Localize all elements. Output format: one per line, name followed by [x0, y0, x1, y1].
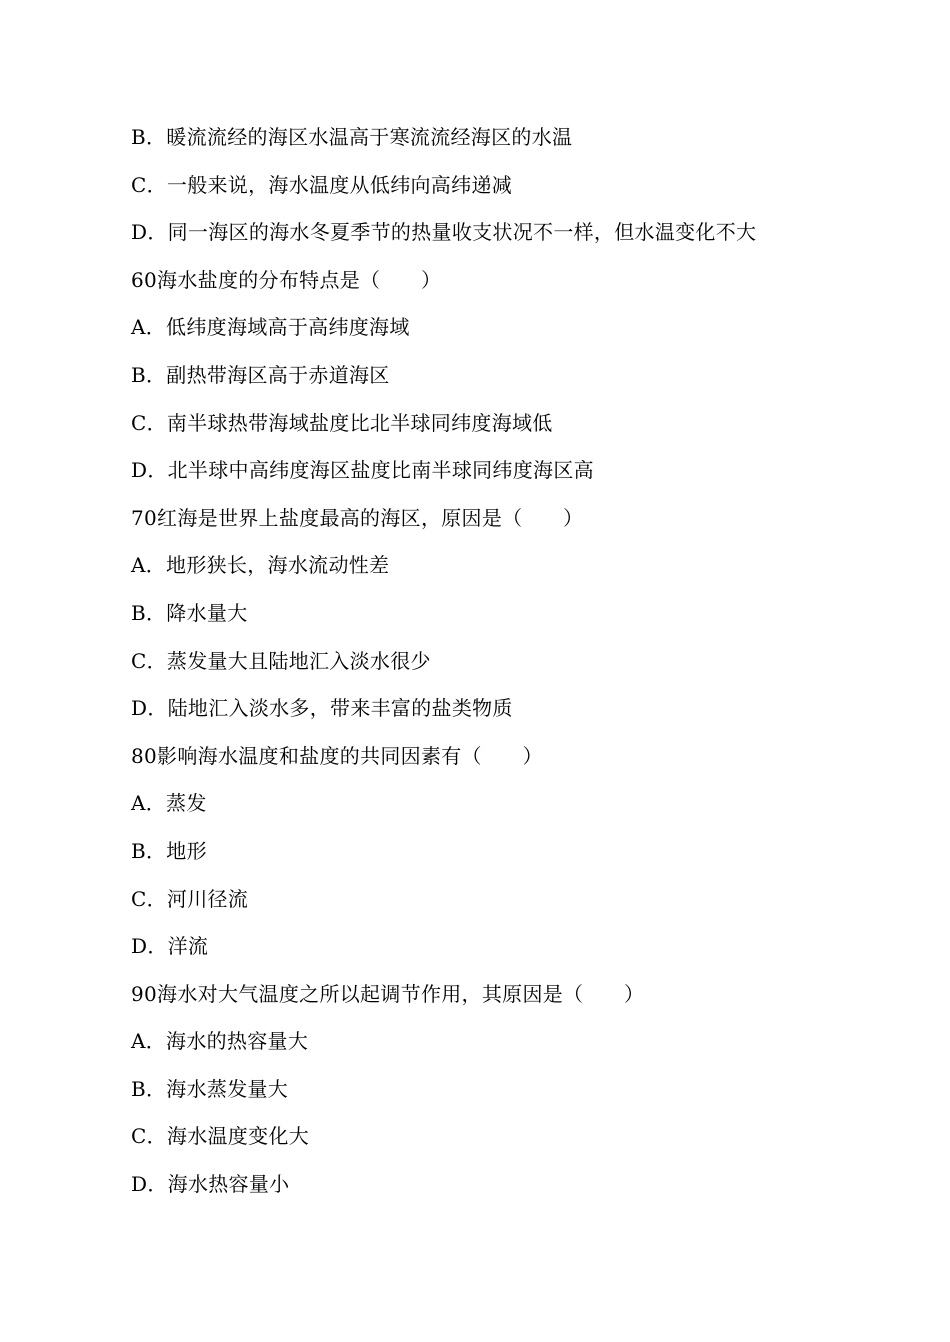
- option-a-q8: A．蒸发: [131, 791, 207, 816]
- option-d-q7: D．陆地汇入淡水多，带来丰富的盐类物质: [131, 696, 513, 721]
- question-list: [131, 114, 831, 1209]
- option-c-q5: C．一般来说，海水温度从低纬向高纬递减: [131, 172, 513, 197]
- option-b-q6: B．副热带海区高于赤道海区: [131, 362, 390, 387]
- option-b-q8: B．地形: [131, 838, 207, 863]
- option-d-q5: D．同一海区的海水冬夏季节的热量收支状况不一样，但水温变化不大: [131, 220, 757, 245]
- question-7: 70红海是世界上盐度最高的海区，原因是（ ）: [131, 505, 584, 530]
- option-a-q6: A．低纬度海域高于高纬度海域: [131, 315, 410, 340]
- option-d-q9: D．海水热容量小: [131, 1172, 290, 1197]
- option-c-q9: C．海水温度变化大: [131, 1124, 310, 1149]
- question-6: 60海水盐度的分布特点是（ ）: [131, 267, 442, 292]
- question-9: 90海水对大气温度之所以起调节作用，其原因是（ ）: [131, 981, 645, 1006]
- option-d-q6: D．北半球中高纬度海区盐度比南半球同纬度海区高: [131, 458, 594, 483]
- option-b-q7: B．降水量大: [131, 600, 248, 625]
- option-c-q8: C．河川径流: [131, 886, 249, 911]
- question-8: 80影响海水温度和盐度的共同因素有（ ）: [131, 743, 543, 768]
- option-c-q6: C．南半球热带海域盐度比北半球同纬度海域低: [131, 410, 553, 435]
- option-b-q9: B．海水蒸发量大: [131, 1076, 289, 1101]
- option-b-q5: B．暖流流经的海区水温高于寒流流经海区的水温: [131, 125, 573, 149]
- option-a-q9: A．海水的热容量大: [131, 1029, 309, 1054]
- option-a-q7: A．地形狭长，海水流动性差: [131, 553, 390, 578]
- option-c-q7: C．蒸发量大且陆地汇入淡水很少: [131, 648, 431, 673]
- option-d-q8: D．洋流: [131, 934, 209, 959]
